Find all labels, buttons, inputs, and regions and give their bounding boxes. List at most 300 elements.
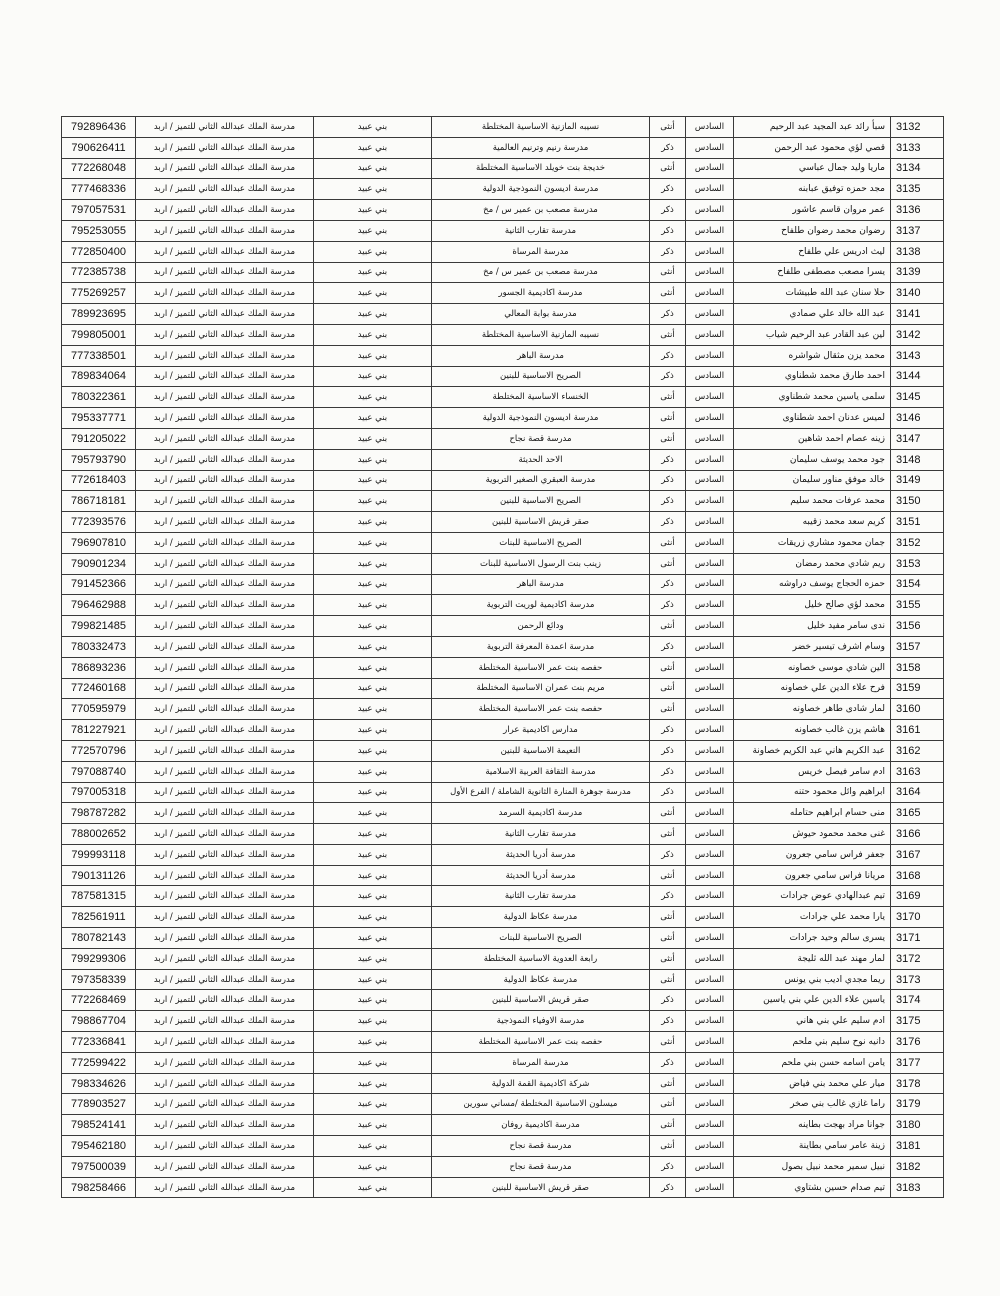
- cell-name: عبد الكريم هاني عبد الكريم خصاونة: [734, 740, 891, 761]
- cell-gender: ذكر: [650, 179, 686, 200]
- cell-grade: السادس: [686, 824, 734, 845]
- cell-grade: السادس: [686, 324, 734, 345]
- table-row: [62, 262, 944, 283]
- cell-school: الصريح الاساسية للبنين: [432, 491, 650, 512]
- cell-grade: السادس: [686, 345, 734, 366]
- table-row: [62, 782, 944, 803]
- cell-school: مدرسة اديسون النموذجية الدولية: [432, 408, 650, 429]
- cell-gender: أنثى: [650, 532, 686, 553]
- cell-number: 3148: [891, 449, 944, 470]
- cell-phone: 777468336: [62, 179, 136, 200]
- cell-applied-school: مدرسة الملك عبدالله الثاني للتميز / اربد: [136, 117, 314, 138]
- cell-applied-school: مدرسة الملك عبدالله الثاني للتميز / اربد: [136, 1136, 314, 1157]
- cell-grade: السادس: [686, 491, 734, 512]
- cell-gender: أنثى: [650, 158, 686, 179]
- cell-school: مدرسة قصة نجاح: [432, 1136, 650, 1157]
- cell-area: بني عبيد: [314, 553, 432, 574]
- cell-applied-school: مدرسة الملك عبدالله الثاني للتميز / اربد: [136, 657, 314, 678]
- cell-grade: السادس: [686, 616, 734, 637]
- cell-area: بني عبيد: [314, 574, 432, 595]
- cell-area: بني عبيد: [314, 1177, 432, 1198]
- cell-gender: أنثى: [650, 428, 686, 449]
- cell-number: 3172: [891, 948, 944, 969]
- cell-area: بني عبيد: [314, 324, 432, 345]
- cell-applied-school: مدرسة الملك عبدالله الثاني للتميز / اربد: [136, 158, 314, 179]
- cell-phone: 798787282: [62, 803, 136, 824]
- cell-school: مدرسة الباهر: [432, 345, 650, 366]
- cell-gender: أنثى: [650, 824, 686, 845]
- cell-number: 3170: [891, 907, 944, 928]
- cell-school: صقر قريش الاساسية للبنين: [432, 1177, 650, 1198]
- cell-number: 3150: [891, 491, 944, 512]
- cell-name: دانيه نوح سليم بني ملحم: [734, 1032, 891, 1053]
- cell-gender: ذكر: [650, 512, 686, 533]
- cell-grade: السادس: [686, 428, 734, 449]
- cell-grade: السادس: [686, 636, 734, 657]
- cell-number: 3176: [891, 1032, 944, 1053]
- cell-applied-school: مدرسة الملك عبدالله الثاني للتميز / اربد: [136, 428, 314, 449]
- cell-applied-school: مدرسة الملك عبدالله الثاني للتميز / اربد: [136, 782, 314, 803]
- cell-phone: 782561911: [62, 907, 136, 928]
- cell-name: ياسين علاء الدين علي بني ياسين: [734, 990, 891, 1011]
- cell-name: ابراهيم وائل محمود حتنه: [734, 782, 891, 803]
- cell-number: 3161: [891, 720, 944, 741]
- cell-school: مدرسة المرساة: [432, 241, 650, 262]
- cell-applied-school: مدرسة الملك عبدالله الثاني للتميز / اربد: [136, 179, 314, 200]
- cell-number: 3164: [891, 782, 944, 803]
- table-body: [62, 117, 944, 1198]
- cell-gender: ذكر: [650, 470, 686, 491]
- table-row: [62, 512, 944, 533]
- cell-area: بني عبيد: [314, 200, 432, 221]
- cell-gender: ذكر: [650, 844, 686, 865]
- cell-area: بني عبيد: [314, 969, 432, 990]
- cell-area: بني عبيد: [314, 137, 432, 158]
- cell-phone: 786718181: [62, 491, 136, 512]
- cell-grade: السادس: [686, 304, 734, 325]
- table-row: [62, 907, 944, 928]
- cell-name: ريما مجدي اديب بني يونس: [734, 969, 891, 990]
- cell-grade: السادس: [686, 574, 734, 595]
- cell-area: بني عبيد: [314, 1094, 432, 1115]
- cell-grade: السادس: [686, 532, 734, 553]
- cell-area: بني عبيد: [314, 761, 432, 782]
- cell-gender: ذكر: [650, 574, 686, 595]
- cell-grade: السادس: [686, 283, 734, 304]
- cell-area: بني عبيد: [314, 782, 432, 803]
- cell-applied-school: مدرسة الملك عبدالله الثاني للتميز / اربد: [136, 595, 314, 616]
- cell-number: 3135: [891, 179, 944, 200]
- cell-gender: أنثى: [650, 969, 686, 990]
- cell-number: 3153: [891, 553, 944, 574]
- cell-school: خديجة بنت خويلد الاساسية المختلطة: [432, 158, 650, 179]
- cell-gender: أنثى: [650, 1032, 686, 1053]
- cell-school: حفصه بنت عمر الاساسية المختلطة: [432, 657, 650, 678]
- cell-school: مدرسة أدريا الحديثة: [432, 865, 650, 886]
- cell-phone: 778903527: [62, 1094, 136, 1115]
- cell-phone: 772570796: [62, 740, 136, 761]
- cell-grade: السادس: [686, 907, 734, 928]
- cell-number: 3183: [891, 1177, 944, 1198]
- cell-grade: السادس: [686, 1094, 734, 1115]
- cell-gender: أنثى: [650, 803, 686, 824]
- cell-applied-school: مدرسة الملك عبدالله الثاني للتميز / اربد: [136, 241, 314, 262]
- cell-applied-school: مدرسة الملك عبدالله الثاني للتميز / اربد: [136, 1094, 314, 1115]
- cell-gender: ذكر: [650, 740, 686, 761]
- cell-applied-school: مدرسة الملك عبدالله الثاني للتميز / اربد: [136, 824, 314, 845]
- cell-number: 3179: [891, 1094, 944, 1115]
- cell-school: مدرسة اكاديمية لوريت التربوية: [432, 595, 650, 616]
- table-row: [62, 553, 944, 574]
- cell-gender: ذكر: [650, 1177, 686, 1198]
- cell-name: زينة عامر سامي بطاينة: [734, 1136, 891, 1157]
- cell-grade: السادس: [686, 595, 734, 616]
- cell-phone: 772618403: [62, 470, 136, 491]
- cell-name: ميار علي محمد بني فياض: [734, 1073, 891, 1094]
- cell-gender: ذكر: [650, 636, 686, 657]
- table-row: [62, 241, 944, 262]
- cell-applied-school: مدرسة الملك عبدالله الثاني للتميز / اربد: [136, 990, 314, 1011]
- cell-number: 3171: [891, 928, 944, 949]
- cell-gender: ذكر: [650, 449, 686, 470]
- table-row: [62, 657, 944, 678]
- cell-grade: السادس: [686, 886, 734, 907]
- cell-school: مدرسة تقارب الثانية: [432, 220, 650, 241]
- cell-gender: ذكر: [650, 1011, 686, 1032]
- cell-applied-school: مدرسة الملك عبدالله الثاني للتميز / اربد: [136, 574, 314, 595]
- cell-phone: 798867704: [62, 1011, 136, 1032]
- cell-name: مجد حمزه توفيق عبابنه: [734, 179, 891, 200]
- table-row: [62, 574, 944, 595]
- cell-grade: السادس: [686, 844, 734, 865]
- cell-school: زينب بنت الرسول الاساسية للبنات: [432, 553, 650, 574]
- cell-school: ودائع الرحمن: [432, 616, 650, 637]
- cell-school: مدرسة اديسون النموذجية الدولية: [432, 179, 650, 200]
- cell-name: كريم سعد محمد زقيبه: [734, 512, 891, 533]
- table-row: [62, 200, 944, 221]
- cell-name: لميس عدنان احمد شطناوى: [734, 408, 891, 429]
- table-row: [62, 1032, 944, 1053]
- cell-gender: أنثى: [650, 907, 686, 928]
- cell-grade: السادس: [686, 1177, 734, 1198]
- cell-applied-school: مدرسة الملك عبدالله الثاني للتميز / اربد: [136, 865, 314, 886]
- cell-grade: السادس: [686, 117, 734, 138]
- cell-number: 3146: [891, 408, 944, 429]
- cell-grade: السادس: [686, 761, 734, 782]
- cell-school: مدرسة تقارب الثانية: [432, 886, 650, 907]
- cell-phone: 797358339: [62, 969, 136, 990]
- cell-area: بني عبيد: [314, 616, 432, 637]
- cell-grade: السادس: [686, 179, 734, 200]
- cell-applied-school: مدرسة الملك عبدالله الثاني للتميز / اربد: [136, 844, 314, 865]
- cell-name: محمد لؤي صالح خليل: [734, 595, 891, 616]
- cell-gender: أنثى: [650, 324, 686, 345]
- cell-name: ليث ادريس علي طلفاح: [734, 241, 891, 262]
- cell-school: صقر قريش الاساسية للبنين: [432, 990, 650, 1011]
- cell-school: مدرسة اكاديمية الجسور: [432, 283, 650, 304]
- cell-number: 3173: [891, 969, 944, 990]
- cell-name: نبيل سمير محمد نبيل بصول: [734, 1156, 891, 1177]
- cell-grade: السادس: [686, 158, 734, 179]
- cell-area: بني عبيد: [314, 241, 432, 262]
- cell-phone: 799805001: [62, 324, 136, 345]
- cell-school: مدرسة العبقري الصغير التربوية: [432, 470, 650, 491]
- cell-area: بني عبيد: [314, 449, 432, 470]
- cell-name: الين شادي موسى خصاونه: [734, 657, 891, 678]
- cell-number: 3175: [891, 1011, 944, 1032]
- cell-grade: السادس: [686, 782, 734, 803]
- cell-area: بني عبيد: [314, 262, 432, 283]
- cell-phone: 770595979: [62, 699, 136, 720]
- cell-applied-school: مدرسة الملك عبدالله الثاني للتميز / اربد: [136, 491, 314, 512]
- cell-school: رابعة العدوية الاساسية المختلطة: [432, 948, 650, 969]
- cell-applied-school: مدرسة الملك عبدالله الثاني للتميز / اربد: [136, 512, 314, 533]
- cell-area: بني عبيد: [314, 304, 432, 325]
- cell-area: بني عبيد: [314, 408, 432, 429]
- cell-number: 3178: [891, 1073, 944, 1094]
- cell-school: الخنساء الاساسية المختلطة: [432, 387, 650, 408]
- table-row: [62, 803, 944, 824]
- cell-applied-school: مدرسة الملك عبدالله الثاني للتميز / اربد: [136, 678, 314, 699]
- cell-name: راما غازي غالب بني صخر: [734, 1094, 891, 1115]
- cell-phone: 780782143: [62, 928, 136, 949]
- cell-number: 3139: [891, 262, 944, 283]
- cell-grade: السادس: [686, 657, 734, 678]
- cell-applied-school: مدرسة الملك عبدالله الثاني للتميز / اربد: [136, 470, 314, 491]
- cell-number: 3155: [891, 595, 944, 616]
- cell-area: بني عبيد: [314, 1073, 432, 1094]
- cell-area: بني عبيد: [314, 512, 432, 533]
- cell-school: مدرسة رنيم وترنيم العالمية: [432, 137, 650, 158]
- cell-name: فرح علاء الدين علي خصاونه: [734, 678, 891, 699]
- cell-grade: السادس: [686, 990, 734, 1011]
- cell-applied-school: مدرسة الملك عبدالله الثاني للتميز / اربد: [136, 886, 314, 907]
- table-row: [62, 1177, 944, 1198]
- cell-school: مدرسة الاوفياء النموذجية: [432, 1011, 650, 1032]
- cell-name: خالد موفق مناور سليمان: [734, 470, 891, 491]
- cell-school: مدرسة اكاديمية السرمد: [432, 803, 650, 824]
- cell-name: جود محمد يوسف سليمان: [734, 449, 891, 470]
- cell-name: هاشم يزن غالب خصاونه: [734, 720, 891, 741]
- cell-name: منى حسام ابراهيم حتامله: [734, 803, 891, 824]
- cell-grade: السادس: [686, 449, 734, 470]
- cell-grade: السادس: [686, 470, 734, 491]
- cell-number: 3141: [891, 304, 944, 325]
- cell-gender: أنثى: [650, 408, 686, 429]
- cell-school: مدرسة قصة نجاح: [432, 1156, 650, 1177]
- table-row: [62, 220, 944, 241]
- cell-school: نسيبه المازنية الاساسية المختلطة: [432, 324, 650, 345]
- cell-applied-school: مدرسة الملك عبدالله الثاني للتميز / اربد: [136, 616, 314, 637]
- cell-name: حمزه الحجاج يوسف دراوشه: [734, 574, 891, 595]
- cell-school: حفصه بنت عمر الاساسية المختلطة: [432, 1032, 650, 1053]
- table-row: [62, 366, 944, 387]
- cell-applied-school: مدرسة الملك عبدالله الثاني للتميز / اربد: [136, 907, 314, 928]
- cell-number: 3156: [891, 616, 944, 637]
- cell-school: حفصه بنت عمر الاساسية المختلطة: [432, 699, 650, 720]
- cell-grade: السادس: [686, 1115, 734, 1136]
- cell-area: بني عبيد: [314, 740, 432, 761]
- cell-school: ميسلون الاساسية المختلطة /مساني سورين: [432, 1094, 650, 1115]
- cell-name: جعفر فراس سامي جعرون: [734, 844, 891, 865]
- cell-gender: ذكر: [650, 720, 686, 741]
- cell-phone: 787581315: [62, 886, 136, 907]
- cell-name: ندى سامر مفيد خليل: [734, 616, 891, 637]
- cell-gender: أنثى: [650, 262, 686, 283]
- cell-number: 3147: [891, 428, 944, 449]
- cell-applied-school: مدرسة الملك عبدالله الثاني للتميز / اربد: [136, 720, 314, 741]
- cell-area: بني عبيد: [314, 824, 432, 845]
- cell-number: 3157: [891, 636, 944, 657]
- cell-number: 3154: [891, 574, 944, 595]
- cell-name: يامن اسامه حسن بني ملحم: [734, 1052, 891, 1073]
- cell-school: مدرسة مصعب بن عمير س / مخ: [432, 262, 650, 283]
- cell-applied-school: مدرسة الملك عبدالله الثاني للتميز / اربد: [136, 1052, 314, 1073]
- cell-gender: أنثى: [650, 928, 686, 949]
- cell-applied-school: مدرسة الملك عبدالله الثاني للتميز / اربد: [136, 1156, 314, 1177]
- cell-school: الصريح الاساسية للبنات: [432, 928, 650, 949]
- cell-school: مدرسة جوهرة المنارة الثانوية الشاملة / الفرع الأول: [432, 782, 650, 803]
- cell-number: 3159: [891, 678, 944, 699]
- cell-phone: 796462988: [62, 595, 136, 616]
- cell-phone: 772336841: [62, 1032, 136, 1053]
- cell-name: غنى محمد محمود حيوش: [734, 824, 891, 845]
- cell-phone: 797500039: [62, 1156, 136, 1177]
- cell-number: 3140: [891, 283, 944, 304]
- cell-applied-school: مدرسة الملك عبدالله الثاني للتميز / اربد: [136, 699, 314, 720]
- cell-gender: ذكر: [650, 491, 686, 512]
- cell-area: بني عبيد: [314, 657, 432, 678]
- table-row: [62, 678, 944, 699]
- cell-area: بني عبيد: [314, 179, 432, 200]
- cell-gender: ذكر: [650, 137, 686, 158]
- cell-area: بني عبيد: [314, 990, 432, 1011]
- cell-applied-school: مدرسة الملك عبدالله الثاني للتميز / اربد: [136, 969, 314, 990]
- table-row: [62, 1136, 944, 1157]
- cell-school: مدارس اكاديمية عرار: [432, 720, 650, 741]
- cell-area: بني عبيد: [314, 158, 432, 179]
- cell-phone: 798258466: [62, 1177, 136, 1198]
- cell-school: مدرسة عكاظ الدولية: [432, 969, 650, 990]
- cell-grade: السادس: [686, 1136, 734, 1157]
- cell-grade: السادس: [686, 720, 734, 741]
- cell-school: مريم بنت عمران الاساسية المختلطة: [432, 678, 650, 699]
- cell-phone: 790131126: [62, 865, 136, 886]
- cell-area: بني عبيد: [314, 470, 432, 491]
- cell-name: محمد يزن مثقال شواشره: [734, 345, 891, 366]
- cell-grade: السادس: [686, 865, 734, 886]
- cell-name: ادم سليم علي بني هاني: [734, 1011, 891, 1032]
- cell-gender: أنثى: [650, 1115, 686, 1136]
- cell-applied-school: مدرسة الملك عبدالله الثاني للتميز / اربد: [136, 1073, 314, 1094]
- cell-gender: أنثى: [650, 657, 686, 678]
- cell-name: تيم صدام حسين بشتاوي: [734, 1177, 891, 1198]
- table-row: [62, 1115, 944, 1136]
- cell-school: نسيبه المازنية الاساسية المختلطة: [432, 117, 650, 138]
- cell-phone: 795253055: [62, 220, 136, 241]
- cell-number: 3149: [891, 470, 944, 491]
- cell-area: بني عبيد: [314, 491, 432, 512]
- cell-school: مدرسة الباهر: [432, 574, 650, 595]
- cell-name: لمار شادى طاهر خصاونه: [734, 699, 891, 720]
- cell-name: لمار مهند عبد الله ثليجة: [734, 948, 891, 969]
- cell-number: 3152: [891, 532, 944, 553]
- cell-area: بني عبيد: [314, 803, 432, 824]
- cell-phone: 798334626: [62, 1073, 136, 1094]
- cell-phone: 791452366: [62, 574, 136, 595]
- cell-area: بني عبيد: [314, 1052, 432, 1073]
- cell-gender: ذكر: [650, 595, 686, 616]
- cell-name: قصي لؤي محمود عبد الرحمن: [734, 137, 891, 158]
- cell-phone: 772385738: [62, 262, 136, 283]
- table-row: [62, 1156, 944, 1177]
- cell-grade: السادس: [686, 408, 734, 429]
- cell-number: 3136: [891, 200, 944, 221]
- cell-grade: السادس: [686, 678, 734, 699]
- table-row: [62, 844, 944, 865]
- cell-phone: 781227921: [62, 720, 136, 741]
- students-table: [61, 116, 944, 1198]
- cell-phone: 797057531: [62, 200, 136, 221]
- cell-applied-school: مدرسة الملك عبدالله الثاني للتميز / اربد: [136, 803, 314, 824]
- cell-phone: 790626411: [62, 137, 136, 158]
- cell-area: بني عبيد: [314, 1032, 432, 1053]
- cell-area: بني عبيد: [314, 907, 432, 928]
- cell-gender: أنثى: [650, 1136, 686, 1157]
- cell-school: مدرسة الثقافة العربية الاسلامية: [432, 761, 650, 782]
- cell-grade: السادس: [686, 1032, 734, 1053]
- cell-applied-school: مدرسة الملك عبدالله الثاني للتميز / اربد: [136, 636, 314, 657]
- cell-grade: السادس: [686, 512, 734, 533]
- cell-grade: السادس: [686, 387, 734, 408]
- table-row: [62, 449, 944, 470]
- cell-grade: السادس: [686, 948, 734, 969]
- cell-applied-school: مدرسة الملك عبدالله الثاني للتميز / اربد: [136, 1115, 314, 1136]
- cell-grade: السادس: [686, 928, 734, 949]
- cell-grade: السادس: [686, 220, 734, 241]
- cell-grade: السادس: [686, 366, 734, 387]
- cell-area: بني عبيد: [314, 595, 432, 616]
- cell-grade: السادس: [686, 262, 734, 283]
- cell-applied-school: مدرسة الملك عبدالله الثاني للتميز / اربد: [136, 449, 314, 470]
- cell-number: 3145: [891, 387, 944, 408]
- cell-phone: 772393576: [62, 512, 136, 533]
- cell-school: مدرسة عكاظ الدولية: [432, 907, 650, 928]
- table-row: [62, 1011, 944, 1032]
- cell-applied-school: مدرسة الملك عبدالله الثاني للتميز / اربد: [136, 262, 314, 283]
- cell-grade: السادس: [686, 137, 734, 158]
- cell-school: مدرسة بوابة المعالي: [432, 304, 650, 325]
- table-row: [62, 948, 944, 969]
- cell-phone: 798524141: [62, 1115, 136, 1136]
- cell-applied-school: مدرسة الملك عبدالله الثاني للتميز / اربد: [136, 200, 314, 221]
- cell-gender: ذكر: [650, 345, 686, 366]
- cell-number: 3144: [891, 366, 944, 387]
- cell-area: بني عبيد: [314, 1011, 432, 1032]
- cell-phone: 799299306: [62, 948, 136, 969]
- cell-gender: أنثى: [650, 699, 686, 720]
- cell-gender: أنثى: [650, 1094, 686, 1115]
- cell-phone: 795793790: [62, 449, 136, 470]
- cell-grade: السادس: [686, 803, 734, 824]
- cell-school: الصريح الاساسية للبنين: [432, 366, 650, 387]
- cell-area: بني عبيد: [314, 844, 432, 865]
- cell-phone: 772850400: [62, 241, 136, 262]
- cell-area: بني عبيد: [314, 678, 432, 699]
- cell-applied-school: مدرسة الملك عبدالله الثاني للتميز / اربد: [136, 304, 314, 325]
- cell-gender: أنثى: [650, 616, 686, 637]
- cell-applied-school: مدرسة الملك عبدالله الثاني للتميز / اربد: [136, 948, 314, 969]
